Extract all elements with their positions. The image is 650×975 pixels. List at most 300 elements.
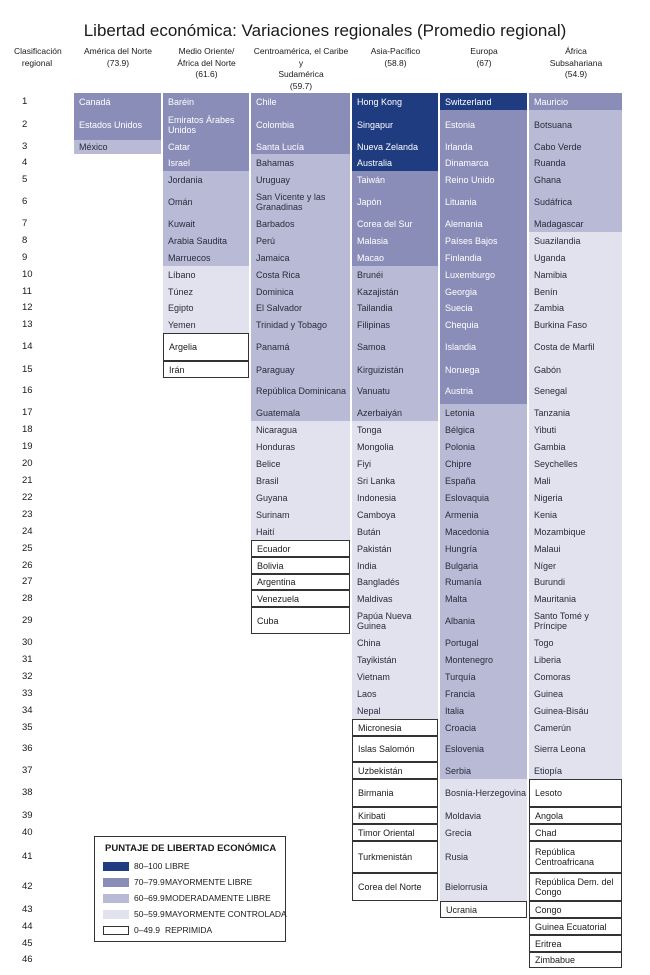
country-name: Fiyi — [357, 458, 371, 469]
country-name: Corea del Sur — [357, 218, 413, 229]
rank-number: 9 — [22, 251, 28, 263]
country-cell — [529, 404, 622, 421]
country-cell — [352, 557, 438, 574]
country-name: Turkmenistán — [358, 852, 413, 862]
region-header-line: Sudamérica — [278, 69, 324, 79]
country-cell — [529, 807, 622, 824]
country-cell — [529, 378, 622, 404]
chart-title: Libertad económica: Variaciones regionales (Promedio regional) — [83, 21, 567, 40]
country-cell — [352, 668, 438, 685]
country-cell — [440, 300, 527, 316]
country-cell — [440, 557, 527, 574]
country-cell — [529, 489, 622, 506]
country-name: El Salvador — [256, 303, 303, 313]
country-cell — [352, 93, 438, 110]
rank-header-line: regional — [21, 57, 53, 68]
country-cell — [74, 110, 161, 140]
country-cell — [251, 489, 350, 506]
country-cell — [163, 300, 249, 316]
country-cell — [251, 215, 350, 232]
rank-number: 25 — [22, 542, 33, 554]
country-cell — [352, 736, 438, 762]
country-cell — [251, 140, 350, 154]
country-cell — [440, 232, 527, 249]
country-cell — [251, 232, 350, 249]
legend-swatch — [103, 910, 129, 919]
country-cell — [440, 719, 527, 736]
country-name: Egipto — [168, 303, 194, 313]
region-header-line: Subsahariana — [549, 57, 603, 68]
country-name: Chad — [535, 827, 557, 838]
country-cell — [440, 873, 527, 901]
country-name: Malasia — [357, 235, 389, 246]
country-name: Suecia — [445, 303, 473, 313]
rank-number: 21 — [22, 474, 33, 486]
country-name: Tanzania — [534, 407, 571, 418]
country-name: Bélgica — [445, 424, 475, 435]
rank-number: 45 — [22, 937, 33, 949]
country-cell — [352, 651, 438, 668]
legend-label: REPRIMIDA — [165, 925, 213, 935]
rank-number: 5 — [22, 173, 28, 185]
rank-number: 4 — [22, 156, 28, 168]
country-name: Panamá — [256, 342, 290, 352]
country-name: Costa de Marfil — [534, 342, 595, 352]
country-cell — [163, 215, 249, 232]
country-name: Irlanda — [445, 142, 473, 152]
country-name: Togo — [534, 637, 554, 648]
country-name: Catar — [168, 142, 191, 152]
country-cell — [529, 188, 622, 215]
country-cell — [440, 523, 527, 540]
country-name: Cabo Verde — [534, 142, 582, 152]
country-cell — [529, 824, 622, 841]
rank-number: 7 — [22, 217, 28, 229]
country-cell — [440, 651, 527, 668]
country-name: Suazilandia — [534, 235, 581, 246]
country-cell — [251, 540, 350, 557]
country-name: Birmania — [358, 788, 394, 798]
country-name: Uganda — [534, 252, 566, 263]
country-cell — [529, 232, 622, 249]
rank-number: 40 — [22, 826, 33, 838]
country-cell — [352, 540, 438, 557]
region-header-line: África del Norte — [177, 57, 236, 68]
country-name: Namibia — [534, 269, 568, 280]
country-name: Estados Unidos — [79, 120, 143, 130]
legend-range: 60–69.9 — [134, 893, 165, 903]
country-cell — [352, 421, 438, 438]
country-name: Croacia — [445, 722, 477, 733]
region-average: (61.6) — [195, 69, 218, 79]
rank-number: 27 — [22, 576, 33, 587]
country-name: Hungría — [445, 543, 478, 554]
country-cell — [352, 249, 438, 266]
country-cell — [529, 110, 622, 140]
rank-header — [14, 46, 60, 69]
country-name: Moldavia — [445, 810, 482, 821]
country-cell — [440, 93, 527, 110]
country-cell — [352, 685, 438, 702]
country-name: Dominica — [256, 286, 294, 297]
country-name: Albania — [445, 615, 476, 626]
country-name: Rusia — [445, 852, 469, 862]
country-cell — [251, 574, 350, 590]
country-cell — [529, 421, 622, 438]
country-name: Mozambique — [534, 526, 586, 537]
country-name: Angola — [535, 810, 564, 821]
country-cell — [352, 841, 438, 873]
country-name: Bahamas — [256, 157, 295, 168]
country-cell — [529, 590, 622, 607]
country-cell — [440, 316, 527, 333]
country-name: Baréin — [168, 96, 195, 107]
country-cell — [251, 557, 350, 574]
country-name: Marruecos — [168, 252, 211, 263]
rank-number: 46 — [22, 954, 33, 965]
country-name: Arabia Saudita — [168, 235, 228, 246]
country-name: Camerún — [534, 722, 572, 733]
country-name: Eslovenia — [445, 744, 485, 754]
country-name: Brasil — [256, 475, 279, 486]
rank-number: 35 — [22, 721, 33, 733]
country-cell — [352, 154, 438, 171]
country-cell — [529, 140, 622, 154]
country-name: Perú — [256, 235, 276, 246]
country-name: Alemania — [445, 218, 483, 229]
country-name: Honduras — [256, 441, 296, 452]
country-cell — [529, 557, 622, 574]
country-cell — [529, 316, 622, 333]
rank-number: 34 — [22, 704, 33, 716]
country-cell — [440, 901, 527, 918]
country-cell — [163, 283, 249, 300]
country-name: Kiribati — [358, 810, 386, 821]
region-header — [74, 46, 162, 69]
country-name: Santa Lucía — [256, 142, 305, 152]
country-cell — [163, 249, 249, 266]
country-name: Maldivas — [357, 593, 393, 604]
rank-number: 38 — [22, 787, 33, 798]
rank-number: 30 — [22, 636, 33, 648]
country-cell — [352, 171, 438, 188]
country-cell — [529, 333, 622, 361]
country-name: Georgia — [445, 286, 478, 297]
country-name: Burundi — [534, 577, 566, 587]
country-name: Dinamarca — [445, 157, 489, 168]
country-name: Jordania — [168, 174, 203, 185]
country-cell — [440, 685, 527, 702]
country-cell — [440, 333, 527, 361]
country-name: Laos — [357, 688, 377, 699]
country-name: Canadá — [79, 96, 111, 107]
country-cell — [529, 93, 622, 110]
country-name: Costa Rica — [256, 269, 301, 280]
region-header-line: Medio Oriente/ — [178, 46, 235, 56]
country-cell — [440, 171, 527, 188]
country-cell — [529, 171, 622, 188]
country-cell — [440, 455, 527, 472]
country-cell — [440, 574, 527, 590]
country-cell — [440, 702, 527, 719]
country-cell — [440, 378, 527, 404]
country-cell — [529, 634, 622, 651]
country-cell — [352, 472, 438, 489]
country-cell — [163, 361, 249, 378]
region-header — [529, 46, 623, 81]
country-name: España — [445, 475, 476, 486]
country-cell — [529, 472, 622, 489]
country-cell — [251, 421, 350, 438]
country-cell — [529, 438, 622, 455]
country-name: Hong Kong — [357, 96, 403, 107]
country-cell — [529, 540, 622, 557]
country-name: Timor Oriental — [358, 827, 415, 838]
country-name: Turquía — [445, 671, 476, 682]
country-name: Singapur — [357, 120, 394, 130]
country-name: Yemen — [168, 319, 196, 330]
country-name: Mauricio — [534, 96, 569, 107]
country-name: Líbano — [168, 269, 196, 280]
rank-number: 2 — [22, 119, 28, 130]
country-cell — [74, 140, 161, 154]
country-name: Irán — [169, 364, 185, 375]
region-average: (59.7) — [289, 80, 313, 91]
country-name: Chile — [256, 96, 277, 107]
country-name: República Centroafricana — [535, 847, 595, 867]
country-name: Eritrea — [535, 938, 562, 949]
country-name: Grecia — [445, 827, 472, 838]
country-cell — [440, 188, 527, 215]
region-header-line: Asia-Pacífico — [370, 46, 421, 56]
rank-number: 26 — [22, 559, 33, 571]
country-cell — [251, 455, 350, 472]
country-name: Mongolia — [357, 441, 394, 452]
country-cell — [440, 668, 527, 685]
legend-swatch — [103, 894, 129, 903]
country-cell — [251, 249, 350, 266]
country-cell — [352, 215, 438, 232]
country-cell — [440, 540, 527, 557]
country-cell — [529, 215, 622, 232]
country-cell — [163, 333, 249, 361]
country-cell — [440, 361, 527, 378]
country-cell — [352, 762, 438, 779]
country-cell — [529, 719, 622, 736]
country-name: China — [357, 637, 381, 648]
country-name: Ecuador — [257, 543, 291, 554]
legend-label: LIBRE — [165, 861, 190, 871]
country-name: Seychelles — [534, 458, 578, 469]
country-cell — [440, 736, 527, 762]
country-cell — [352, 361, 438, 378]
country-name: República Dem. del Congo — [535, 877, 614, 897]
region-header-line: Centroamérica, el Caribe y — [253, 46, 349, 68]
country-name: Chipre — [445, 458, 472, 469]
country-cell — [529, 651, 622, 668]
rank-number: 1 — [22, 95, 28, 107]
country-cell — [163, 188, 249, 215]
country-name: Macao — [357, 252, 385, 263]
rank-number: 16 — [22, 385, 33, 396]
country-cell — [440, 807, 527, 824]
country-cell — [440, 489, 527, 506]
country-name: Taiwán — [357, 174, 386, 185]
country-name: Nicaragua — [256, 424, 298, 435]
country-cell — [529, 668, 622, 685]
country-cell — [440, 472, 527, 489]
region-average: (54.9) — [564, 69, 588, 79]
country-cell — [352, 316, 438, 333]
country-cell — [352, 590, 438, 607]
country-cell — [251, 361, 350, 378]
country-cell — [163, 154, 249, 171]
country-name: Trinidad y Tobago — [256, 319, 328, 330]
country-cell — [352, 702, 438, 719]
country-name: Níger — [534, 560, 557, 571]
country-name: Letonia — [445, 407, 475, 418]
country-cell — [440, 140, 527, 154]
country-cell — [440, 283, 527, 300]
country-name: Nueva Zelanda — [357, 142, 419, 152]
rank-number: 24 — [22, 525, 33, 537]
country-cell — [163, 110, 249, 140]
country-name: Países Bajos — [445, 235, 498, 246]
country-name: Uzbekistán — [358, 765, 403, 776]
country-name: Bután — [357, 526, 381, 537]
rank-number: 42 — [22, 881, 33, 892]
country-name: Guyana — [256, 492, 288, 503]
country-cell — [352, 574, 438, 590]
country-cell — [251, 266, 350, 283]
country-name: Bulgaria — [445, 560, 479, 571]
country-name: Ghana — [534, 174, 562, 185]
rank-number: 36 — [22, 743, 33, 754]
country-name: Kenia — [534, 509, 558, 520]
country-cell — [251, 283, 350, 300]
country-name: Argelia — [169, 342, 198, 352]
country-cell — [529, 918, 622, 935]
country-name: Gambia — [534, 441, 566, 452]
country-name: Eslovaquia — [445, 492, 490, 503]
country-cell — [352, 266, 438, 283]
country-name: Mauritania — [534, 593, 577, 604]
legend-swatch — [103, 862, 129, 871]
country-cell — [440, 762, 527, 779]
country-cell — [440, 266, 527, 283]
legend-swatch — [103, 878, 129, 887]
country-name: Benín — [534, 286, 558, 297]
country-name: Serbia — [445, 765, 472, 776]
country-cell — [352, 110, 438, 140]
country-cell — [529, 702, 622, 719]
country-cell — [163, 266, 249, 283]
region-average: (73.9) — [106, 57, 130, 68]
country-cell — [251, 607, 350, 634]
country-cell — [440, 590, 527, 607]
country-name: Colombia — [256, 120, 295, 130]
country-name: Papúa Nueva Guinea — [357, 610, 412, 631]
country-name: Cuba — [257, 615, 279, 626]
country-cell — [352, 607, 438, 634]
country-name: Túnez — [168, 286, 194, 297]
region-average: (67) — [476, 57, 492, 68]
country-cell — [440, 607, 527, 634]
rank-number: 44 — [22, 920, 33, 932]
country-cell — [352, 489, 438, 506]
country-name: Australia — [357, 157, 393, 168]
country-name: Vietnam — [357, 671, 390, 682]
country-cell — [251, 93, 350, 110]
country-cell — [352, 438, 438, 455]
country-cell — [440, 154, 527, 171]
country-name: Micronesia — [358, 722, 402, 733]
country-name: Azerbaiyán — [357, 407, 403, 418]
country-name: Jamaica — [256, 252, 290, 263]
country-name: Botsuana — [534, 120, 573, 130]
country-cell — [163, 140, 249, 154]
country-cell — [251, 438, 350, 455]
country-name: Camboya — [357, 509, 396, 520]
country-name: Tailandia — [357, 303, 393, 313]
country-name: Corea del Norte — [358, 882, 422, 892]
country-cell — [352, 300, 438, 316]
rank-number: 33 — [22, 687, 33, 699]
country-cell — [529, 506, 622, 523]
country-cell — [529, 736, 622, 762]
country-cell — [352, 807, 438, 824]
region-header-line: América del Norte — [83, 46, 153, 56]
country-cell — [251, 171, 350, 188]
country-name: Islandia — [445, 342, 477, 352]
country-cell — [440, 824, 527, 841]
country-name: Nigeria — [534, 492, 563, 503]
rank-number: 29 — [22, 614, 33, 626]
country-name: Japón — [357, 196, 382, 207]
country-cell — [163, 93, 249, 110]
country-cell — [529, 762, 622, 779]
country-cell — [163, 171, 249, 188]
legend-range: 0–49.9 — [134, 925, 160, 935]
country-name: Guinea-Bisáu — [534, 705, 589, 716]
rank-number: 14 — [22, 341, 33, 352]
country-name: Kazajistán — [357, 286, 399, 297]
country-name: Francia — [445, 688, 476, 699]
rank-number: 32 — [22, 670, 33, 682]
legend-label: MAYORMENTE CONTROLADA — [165, 909, 287, 919]
country-name: Switzerland — [445, 96, 492, 107]
country-cell — [251, 333, 350, 361]
country-cell — [529, 455, 622, 472]
rank-number: 41 — [22, 851, 33, 862]
country-cell — [529, 779, 622, 807]
country-name: Filipinas — [357, 319, 391, 330]
country-cell — [440, 438, 527, 455]
rank-number: 3 — [22, 141, 28, 152]
rank-number: 31 — [22, 653, 33, 665]
country-name: Gabón — [534, 364, 562, 375]
country-name: Belice — [256, 458, 281, 469]
country-cell — [251, 472, 350, 489]
country-name: Luxemburgo — [445, 269, 496, 280]
region-header — [251, 46, 351, 92]
rank-number: 19 — [22, 440, 33, 452]
country-cell — [163, 232, 249, 249]
country-name: Islas Salomón — [358, 744, 415, 754]
country-name: Burkina Faso — [534, 319, 588, 330]
country-name: Rumanía — [445, 577, 482, 587]
country-name: Kirguizistán — [357, 364, 404, 375]
